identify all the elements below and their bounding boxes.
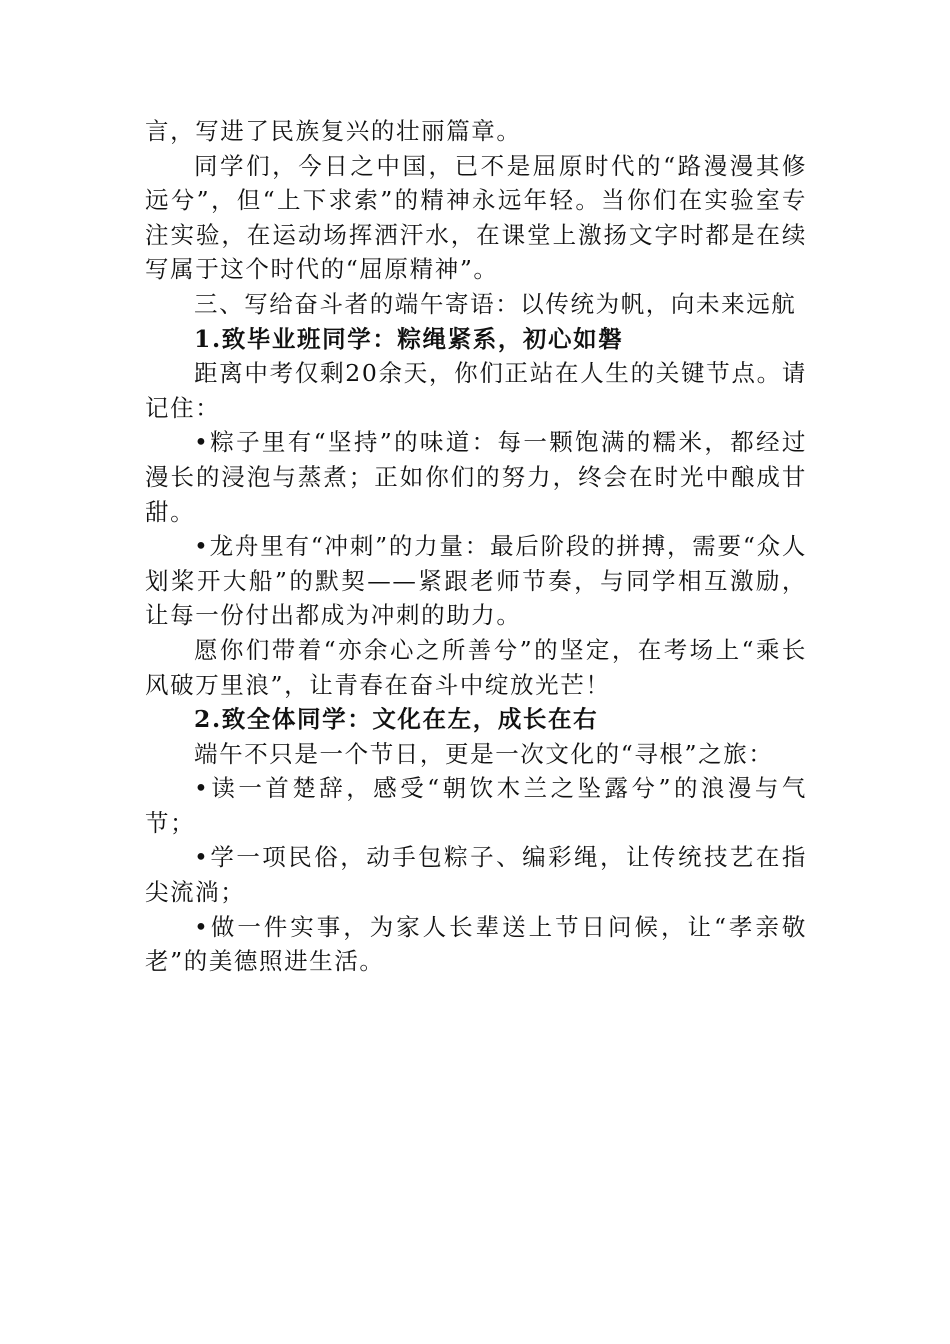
document-body [145, 114, 807, 979]
paragraph-wishes: 愿你们带着“亦余心之所善兮”的坚定，在考场上“乘长风破万里浪”，让青春在奋斗中绽放光芒！ [145, 635, 807, 699]
bullet-learn-folk-custom: •学一项民俗，动手包粽子、编彩绳，让传统技艺在指尖流淌； [145, 843, 807, 907]
bullet-dragon-boat-sprint: •龙舟里有“冲刺”的力量：最后阶段的拼搏，需要“众人划桨开大船”的默契——紧跟老师节奏，与同学相互激励，让每一份付出都成为冲刺的助力。 [145, 532, 807, 630]
subheading-graduates: 1.致毕业班同学：粽绳紧系，初心如磐 [194, 324, 624, 353]
paragraph-classmates: 同学们，今日之中国，已不是屈原时代的“路漫漫其修远兮”，但“上下求索”的精神永远年轻。当你们在实验室专注实验，在运动场挥洒汗水，在课堂上激扬文字时都是在续写属于这个时代的“屈原精神”。 [145, 151, 807, 284]
bullet-zongzi-persistence: •粽子里有“坚持”的味道：每一颗饱满的糯米，都经过漫长的浸泡与蒸煮；正如你们的努力，终会在时光中酿成甘甜。 [145, 428, 807, 526]
bullet-do-good-deed: •做一件实事，为家人长辈送上节日问候，让“孝亲敬老”的美德照进生活。 [145, 912, 807, 976]
subheading-all-students: 2.致全体同学：文化在左，成长在右 [194, 705, 599, 734]
paragraph-cultural-roots: 端午不只是一个节日，更是一次文化的“寻根”之旅： [194, 739, 774, 768]
section-heading-three: 三、写给奋斗者的端午寄语：以传统为帆，向未来远航 [194, 289, 797, 318]
paragraph-exam-countdown: 距离中考仅剩20余天，你们正站在人生的关键节点。请记住： [145, 359, 807, 422]
paragraph-continuation: 言，写进了民族复兴的壮丽篇章。 [145, 117, 522, 145]
bullet-read-chuci: •读一首楚辞，感受“朝饮木兰之坠露兮”的浪漫与气节； [145, 774, 807, 837]
